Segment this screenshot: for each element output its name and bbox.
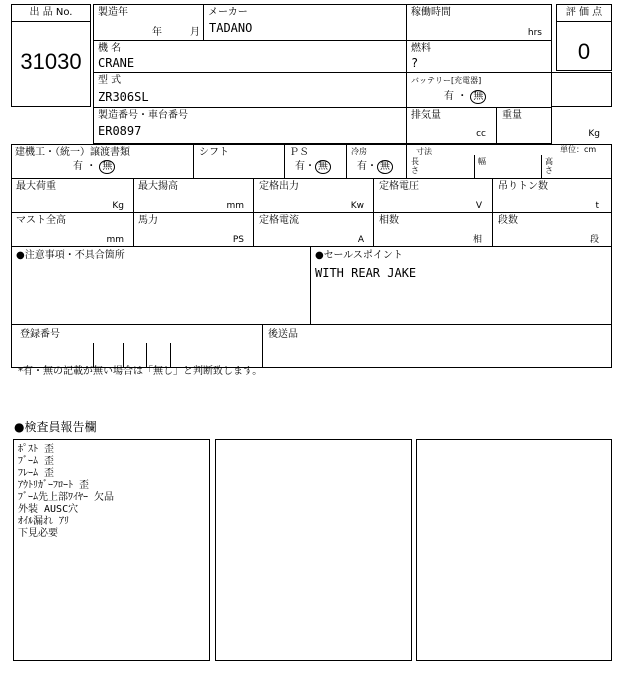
battery-label: バッテリー[充電器] [411,76,482,85]
footnote: *有・無の記載が無い場合は「無し」と判断致します。 [18,366,263,377]
displacement-unit: cc [476,129,486,139]
fuel-value: ? [411,56,419,70]
lift-ton-unit: t [595,201,599,211]
report-line: ﾌﾞｰﾑ先上部ﾜｲﾔｰ 欠品 [18,492,115,503]
stages-label: 段数 [498,215,518,226]
maker-value: TADANO [209,21,253,35]
serial-value: ER0897 [98,124,142,138]
battery-yes-no: 有 ・ 無 [444,90,486,104]
report-line: ﾎﾟｽﾄ 歪 [18,444,55,455]
weight-unit: Kg [588,129,600,139]
dimensions-label: 寸法 [416,147,432,156]
max-load-label: 最大荷重 [16,181,56,192]
height-label: 高さ [545,157,553,175]
cooling-label: 冷房 [351,147,367,156]
rated-current-unit: A [357,235,364,245]
registration-label: 登録番号 [20,329,60,340]
report-line: ｱｳﾄﾘｶﾞｰﾌﾛｰﾄ 歪 [18,480,90,491]
horsepower-unit: PS [232,235,244,245]
cooling-yes-no: 有・ 無 [357,160,393,174]
type-label: 型 式 [98,75,122,86]
horsepower-label: 馬力 [138,215,158,226]
serial-label: 製造番号・車台番号 [98,110,188,121]
transfer-no-circled: 無 [99,160,115,174]
transfer-docs-yes-no: 有 ・ 無 [73,160,115,174]
ps-yes-no: 有・ 無 [295,160,331,174]
cooling-no-circled: 無 [377,160,393,174]
max-load-unit: Kg [112,201,124,211]
rated-voltage-label: 定格電圧 [379,181,419,192]
phase-unit: 相 [472,235,482,245]
width-label: 幅 [478,157,486,166]
month-unit: 月 [190,27,200,38]
model-name-value: CRANE [98,56,135,70]
maker-label: メーカー [208,7,248,18]
shipping-label: 後送品 [268,329,298,340]
mast-height-unit: mm [106,235,124,245]
report-line: ﾌﾚｰﾑ 歪 [18,468,55,479]
inspector-label: ●検査員報告欄 [14,420,97,434]
score-value: 0 [577,39,591,64]
report-line: 外装 AUSC穴 [18,504,79,515]
max-lift-label: 最大揚高 [138,181,178,192]
sales-point-text: WITH REAR JAKE [315,266,417,280]
score-label: 評 価 点 [565,7,603,18]
displacement-label: 排気量 [411,110,441,121]
report-line: ｵｲﾙ漏れ ｱﾘ [18,516,70,527]
phase-label: 相数 [379,215,399,226]
ps-label: ＰＳ [289,147,309,158]
length-label: 長さ [411,157,419,175]
rated-current-label: 定格電流 [259,215,299,226]
year-unit: 年 [152,27,162,38]
lift-ton-label: 吊りトン数 [498,181,548,192]
battery-no-circled: 無 [470,90,486,104]
mast-height-label: マスト全高 [16,215,66,226]
rated-output-unit: Kw [350,201,364,211]
ps-no-circled: 無 [315,160,331,174]
model-name-label: 機 名 [98,43,122,54]
max-lift-unit: mm [226,201,244,211]
transfer-docs-label: 建機工・（統一）譲渡書類 [15,147,130,158]
hours-label: 稼働時間 [411,7,451,18]
header-grid [93,4,552,144]
lot-no: 31030 [20,49,82,74]
report-line: 下見必要 [18,528,58,539]
stages-unit: 段 [589,235,599,245]
type-value: ZR306SL [98,90,149,104]
rated-voltage-unit: V [475,201,482,211]
rated-output-label: 定格出力 [259,181,299,192]
hours-unit: hrs [527,28,542,38]
shift-label: シフト [199,147,229,158]
report-lines [18,444,114,540]
report-box-2 [215,439,412,661]
year-label: 製造年 [98,7,128,18]
sales-point-label: ●セールスポイント [315,250,403,261]
battery-extension [552,72,612,107]
fuel-label: 燃料 [411,43,431,54]
lot-no-label: 出 品 No. [29,7,73,18]
unit-note: 単位：cm [560,145,597,154]
weight-label: 重量 [502,110,522,121]
report-line: ﾌﾞｰﾑ 歪 [18,456,55,467]
caution-label: ●注意事項・不具合箇所 [16,250,125,261]
report-box-3 [416,439,612,661]
